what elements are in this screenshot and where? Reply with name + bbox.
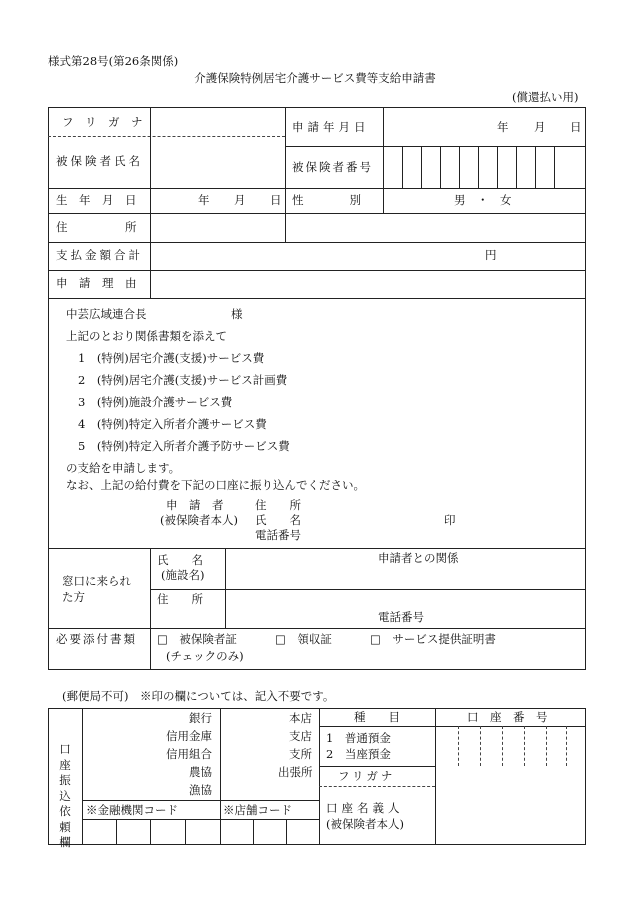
applicant-name-label: 氏 名 bbox=[255, 513, 301, 527]
account-holder-sub: (被保険者本人) bbox=[326, 817, 404, 831]
apply-date-month: 月 bbox=[534, 120, 546, 134]
reason-label: 申 請 理 由 bbox=[56, 276, 137, 290]
attachments-note: (チェックのみ) bbox=[166, 649, 244, 663]
furigana-divider bbox=[48, 136, 285, 137]
visitor-facility-label: (施設名) bbox=[161, 568, 205, 582]
branch-type-branch: 支店 bbox=[289, 729, 312, 743]
benefit-item-1: 1 (特例)居宅介護(支援)サービス費 bbox=[78, 351, 265, 365]
applicant-phone-label: 電話番号 bbox=[255, 528, 301, 542]
total-amount-unit: 円 bbox=[485, 248, 497, 262]
inst-type-gyokyo: 漁協 bbox=[189, 783, 212, 797]
benefit-item-4: 4 (特例)特定入所者介護サービス費 bbox=[78, 417, 267, 431]
bank-side-label: 口座振込依頼欄 bbox=[59, 742, 71, 849]
birth-day: 日 bbox=[270, 193, 282, 207]
account-number-header: 口 座 番 号 bbox=[467, 710, 548, 724]
birth-date-label: 生 年 月 日 bbox=[56, 193, 137, 207]
account-type-checking[interactable]: 2 当座預金 bbox=[326, 747, 391, 761]
branch-type-head: 本店 bbox=[289, 711, 312, 725]
holder-furigana-label: フリガナ bbox=[338, 769, 396, 783]
visitor-label-1: 窓口に来られ bbox=[62, 574, 131, 588]
inst-type-shinkumi: 信用組合 bbox=[166, 747, 212, 761]
apply-date-year: 年 bbox=[497, 120, 509, 134]
branch-code-label: ※店舗コード bbox=[223, 803, 292, 817]
insured-name-label: 被保険者氏名 bbox=[56, 154, 143, 168]
birth-month: 月 bbox=[234, 193, 246, 207]
applicant-label: 申 請 者 bbox=[166, 498, 224, 512]
benefit-item-5: 5 (特例)特定入所者介護予防サービス費 bbox=[78, 439, 290, 453]
attachment-service-cert-checkbox[interactable]: □ サービス提供証明書 bbox=[370, 632, 496, 646]
insured-number-label: 被保険者番号 bbox=[292, 160, 373, 174]
attachment-receipt-checkbox[interactable]: □ 領収証 bbox=[275, 632, 332, 646]
form-subtitle: (償還払い用) bbox=[512, 90, 579, 104]
applicant-address-label: 住 所 bbox=[255, 498, 301, 512]
account-type-header: 種 目 bbox=[354, 710, 400, 724]
visitor-address-label: 住 所 bbox=[157, 592, 203, 606]
account-type-savings[interactable]: 1 普通預金 bbox=[326, 731, 391, 745]
benefit-item-2: 2 (特例)居宅介護(支援)サービス計画費 bbox=[78, 373, 288, 387]
birth-year: 年 bbox=[198, 193, 210, 207]
inst-type-nokyo: 農協 bbox=[189, 765, 212, 779]
bank-note: (郵便局不可) ※印の欄については、記入不要です。 bbox=[62, 689, 335, 703]
addressee: 中芸広域連合長 bbox=[66, 307, 147, 321]
attachments-label: 必要添付書類 bbox=[56, 632, 137, 646]
apply-date-label: 申請年月日 bbox=[292, 120, 370, 134]
applicant-sub-label: (被保険者本人) bbox=[160, 513, 238, 527]
inst-type-bank: 銀行 bbox=[189, 711, 212, 725]
form-number: 様式第28号(第26条関係) bbox=[48, 54, 179, 68]
gender-label: 性 別 bbox=[292, 193, 361, 207]
account-holder-label: 口座名義人 bbox=[326, 801, 404, 815]
visitor-phone-label: 電話番号 bbox=[378, 610, 424, 624]
branch-type-shisho: 支所 bbox=[289, 747, 312, 761]
address-label: 住 所 bbox=[56, 220, 137, 234]
statement-closing-1: の支給を申請します。 bbox=[66, 461, 181, 475]
inst-type-shinkin: 信用金庫 bbox=[166, 729, 212, 743]
statement-intro: 上記のとおり関係書類を添えて bbox=[66, 329, 227, 343]
inst-code-label: ※金融機関コード bbox=[86, 803, 178, 817]
honorific: 様 bbox=[231, 307, 243, 321]
visitor-label-2: た方 bbox=[62, 590, 85, 604]
apply-date-day: 日 bbox=[570, 120, 582, 134]
seal-mark: 印 bbox=[444, 513, 456, 527]
benefit-item-3: 3 (特例)施設介護サービス費 bbox=[78, 395, 233, 409]
furigana-label: フ リ ガ ナ bbox=[62, 115, 143, 129]
total-amount-label: 支払金額合計 bbox=[56, 248, 143, 262]
gender-options[interactable]: 男 ・ 女 bbox=[454, 193, 512, 207]
attachment-insured-card-checkbox[interactable]: □ 被保険者証 bbox=[157, 632, 237, 646]
statement-closing-2: なお、上記の給付費を下記の口座に振り込んでください。 bbox=[66, 478, 365, 492]
bank-transfer-table bbox=[48, 708, 586, 845]
branch-type-office: 出張所 bbox=[278, 765, 313, 779]
visitor-relation-label: 申請者との関係 bbox=[378, 551, 459, 565]
form-title: 介護保険特例居宅介護サービス費等支給申請書 bbox=[194, 71, 436, 85]
visitor-name-label: 氏 名 bbox=[157, 553, 203, 567]
